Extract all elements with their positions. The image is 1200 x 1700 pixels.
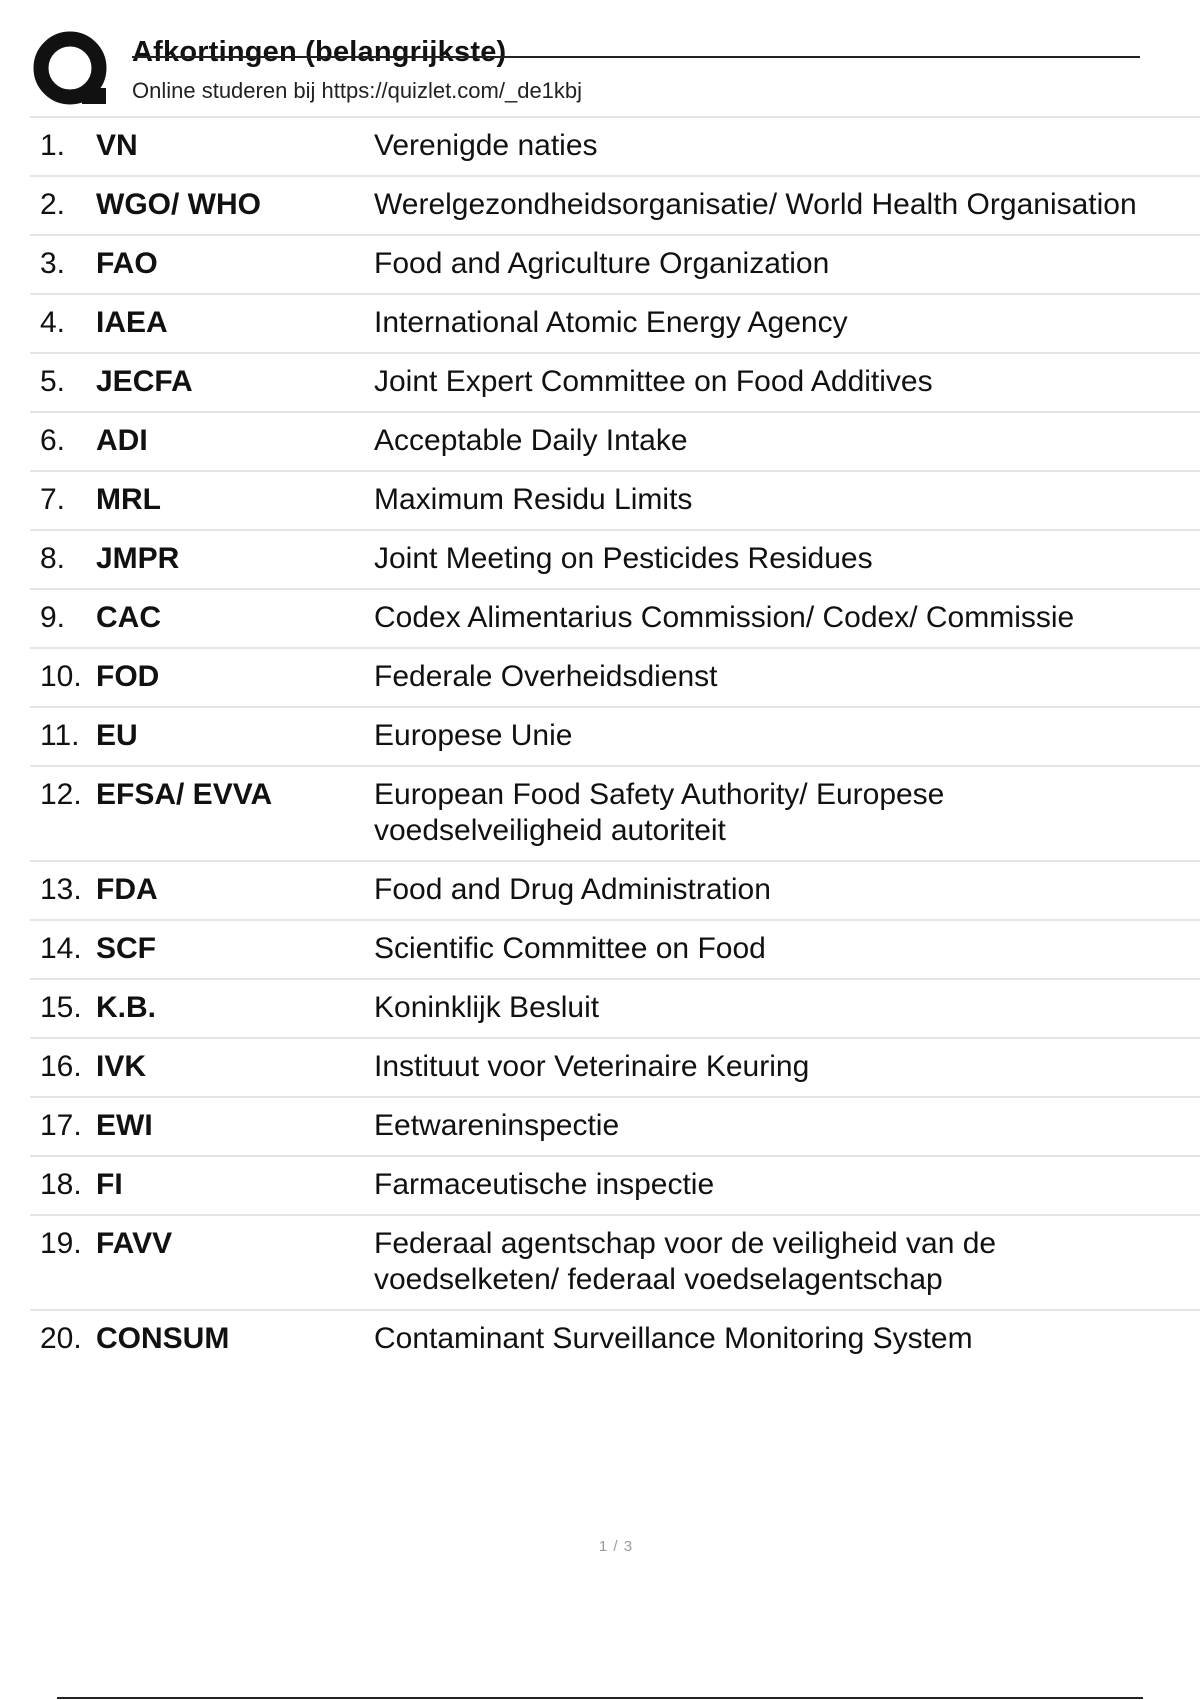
definition: Codex Alimentarius Commission/ Codex/ Commissie (374, 601, 1075, 634)
study-link[interactable]: Online studeren bij https://quizlet.com/_de1kbj (132, 78, 583, 103)
footer-rule (57, 1697, 1143, 1699)
abbreviation: IVK (96, 1050, 147, 1083)
document-title: Afkortingen (belangrijkste) (132, 36, 507, 68)
definition: Food and Agriculture Organization (374, 247, 830, 280)
definition: Eetwareninspectie (374, 1109, 620, 1142)
table-row (30, 234, 1200, 293)
table-row (30, 1155, 1200, 1214)
abbreviation: VN (96, 129, 138, 162)
row-number: 14. (40, 932, 82, 965)
row-number: 5. (40, 365, 66, 398)
terms-table (30, 116, 1200, 1368)
row-number: 12. (40, 778, 82, 811)
table-row (30, 765, 1200, 860)
abbreviation: EFSA/ EVVA (96, 778, 273, 811)
abbreviation: FOD (96, 660, 160, 693)
abbreviation: EU (96, 719, 138, 752)
table-row (30, 588, 1200, 647)
page-indicator: 1 / 3 (598, 1538, 634, 1555)
row-number: 19. (40, 1227, 82, 1260)
definition: Scientific Committee on Food (374, 932, 766, 965)
definition: Food and Drug Administration (374, 873, 771, 906)
row-number: 2. (40, 188, 66, 221)
abbreviation: FI (96, 1168, 123, 1201)
abbreviation: WGO/ WHO (96, 188, 261, 221)
definition: Federaal agentschap voor de veiligheid van de voedselketen/ federaal voedselagentschap (374, 1227, 997, 1296)
table-row (30, 175, 1200, 234)
document-header (30, 28, 1142, 118)
definition: Koninklijk Besluit (374, 991, 600, 1024)
abbreviation: IAEA (96, 306, 168, 339)
abbreviation: CONSUM (96, 1322, 230, 1355)
definition: European Food Safety Authority/ Europese voedselveiligheid autoriteit (374, 778, 945, 847)
quizlet-logo-icon (32, 30, 112, 110)
row-number: 17. (40, 1109, 82, 1142)
abbreviation: FAO (96, 247, 158, 280)
table-row (30, 1037, 1200, 1096)
row-number: 1. (40, 129, 66, 162)
table-row (30, 919, 1200, 978)
table-row (30, 293, 1200, 352)
table-row (30, 706, 1200, 765)
abbreviation: JECFA (96, 365, 193, 398)
row-number: 6. (40, 424, 66, 457)
row-number: 7. (40, 483, 66, 516)
definition: Werelgezondheidsorganisatie/ World Health Organisation (374, 188, 1137, 221)
abbreviation: EWI (96, 1109, 153, 1142)
table-row (30, 529, 1200, 588)
abbreviation: ADI (96, 424, 148, 457)
abbreviation: SCF (96, 932, 156, 965)
definition: Instituut voor Veterinaire Keuring (374, 1050, 810, 1083)
table-row (30, 1096, 1200, 1155)
table-row (30, 411, 1200, 470)
row-number: 9. (40, 601, 66, 634)
table-row (30, 860, 1200, 919)
table-row (30, 470, 1200, 529)
table-row (30, 1309, 1200, 1368)
row-number: 18. (40, 1168, 82, 1201)
definition: Verenigde naties (374, 129, 598, 162)
row-number: 8. (40, 542, 66, 575)
definition: Contaminant Surveillance Monitoring System (374, 1322, 973, 1355)
table-row (30, 352, 1200, 411)
definition: Federale Overheidsdienst (374, 660, 718, 693)
definition: Farmaceutische inspectie (374, 1168, 715, 1201)
abbreviation: JMPR (96, 542, 180, 575)
abbreviation: MRL (96, 483, 161, 516)
abbreviation: FAVV (96, 1227, 173, 1260)
row-number: 15. (40, 991, 82, 1024)
row-number: 3. (40, 247, 66, 280)
table-row (30, 116, 1200, 175)
definition: Maximum Residu Limits (374, 483, 693, 516)
title-rule (132, 56, 1140, 58)
row-number: 11. (40, 719, 80, 752)
definition: Europese Unie (374, 719, 573, 752)
table-row (30, 978, 1200, 1037)
row-number: 13. (40, 873, 82, 906)
table-row (30, 1214, 1200, 1309)
abbreviation: CAC (96, 601, 161, 634)
row-number: 10. (40, 660, 82, 693)
definition: Acceptable Daily Intake (374, 424, 688, 457)
definition: Joint Meeting on Pesticides Residues (374, 542, 873, 575)
row-number: 4. (40, 306, 66, 339)
abbreviation: FDA (96, 873, 158, 906)
definition: International Atomic Energy Agency (374, 306, 848, 339)
row-number: 16. (40, 1050, 82, 1083)
table-row (30, 647, 1200, 706)
row-number: 20. (40, 1322, 82, 1355)
abbreviation: K.B. (96, 991, 156, 1024)
definition: Joint Expert Committee on Food Additives (374, 365, 933, 398)
